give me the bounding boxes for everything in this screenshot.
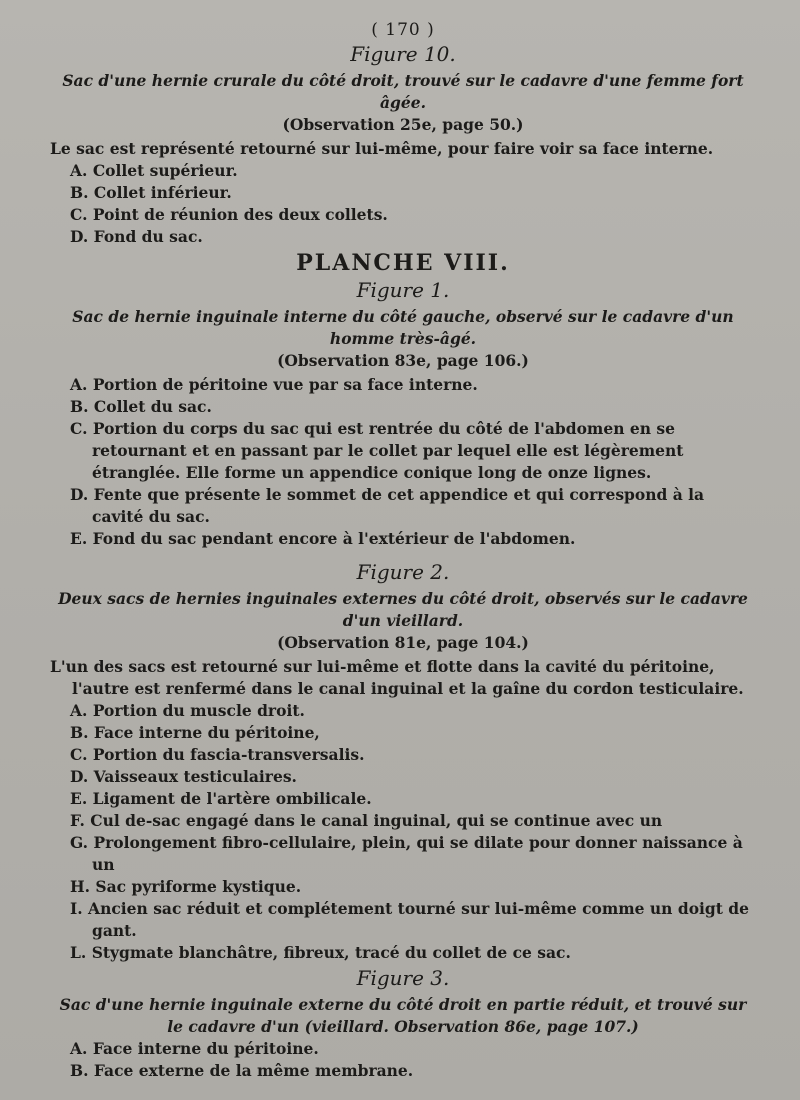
page-number: ( 170 ) (371, 20, 435, 40)
figure-caption: Sac d'une hernie crurale du côté droit, trouvé sur le cadavre d'une femme fort âgée. (62, 71, 744, 112)
legend-item: D. Fente que présente le sommet de cet appendice et qui correspond à la cavité du sac. (70, 485, 705, 526)
legend-item: B. Face externe de la même membrane. (70, 1061, 414, 1080)
section-figure-1 (50, 278, 756, 550)
legend-item: A. Portion de péritoine vue par sa face interne. (70, 375, 478, 394)
figure-heading: Figure 2. (356, 560, 450, 584)
legend-item: F. Cul de-sac engagé dans le canal inguinal, qui se continue avec un (70, 811, 663, 830)
legend-item: B. Collet inférieur. (70, 183, 232, 202)
legend-item: I. Ancien sac réduit et complétement tourné sur lui-même comme un doigt de gant. (70, 899, 750, 940)
legend-item: H. Sac pyriforme kystique. (70, 877, 302, 896)
legend-item: E. Ligament de l'artère ombilicale. (70, 789, 372, 808)
observation-reference: (Observation 25e, page 50.) (282, 115, 524, 134)
figure-heading: Figure 3. (356, 966, 450, 990)
intro-paragraph: L'un des sacs est retourné sur lui-même et flotte dans la cavité du péritoine, l'autre est renfermé dans le canal inguinal et la gaîne du cordon testiculaire. (50, 657, 744, 698)
figure-heading: Figure 1. (356, 278, 450, 302)
legend-item: D. Vaisseaux testiculaires. (70, 767, 297, 786)
section-figure-10 (50, 42, 756, 248)
figure-caption: Sac de hernie inguinale interne du côté gauche, observé sur le cadavre d'un homme très-âgé. (72, 307, 734, 348)
figure-caption: Sac d'une hernie inguinale externe du côté droit en partie réduit, et trouvé sur le cadavre d'un (vieillard. Observation 86e, page 107.) (59, 995, 747, 1036)
legend-item: C. Point de réunion des deux collets. (70, 205, 388, 224)
observation-reference: (Observation 81e, page 104.) (277, 633, 529, 652)
intro-paragraph: Le sac est représenté retourné sur lui-même, pour faire voir sa face interne. (50, 139, 714, 158)
section-figure-2 (50, 560, 756, 964)
legend-item: A. Portion du muscle droit. (70, 701, 305, 720)
legend-item: D. Fond du sac. (70, 227, 203, 246)
legend-item: B. Collet du sac. (70, 397, 212, 416)
legend-item: C. Portion du corps du sac qui est rentrée du côté de l'abdomen en se retournant et en passant par le collet par lequel elle est légèrement étranglée. Elle forme un appendice conique long de onze lignes. (70, 419, 684, 482)
legend-item: G. Prolongement fibro-cellulaire, plein, qui se dilate pour donner naissance à un (70, 833, 743, 874)
legend-item: C. Portion du fascia-transversalis. (70, 745, 365, 764)
figure-heading: Figure 10. (350, 42, 456, 66)
legend-item: E. Fond du sac pendant encore à l'extérieur de l'abdomen. (70, 529, 576, 548)
plate-title: PLANCHE VIII. (296, 250, 510, 276)
legend-item: A. Collet supérieur. (70, 161, 238, 180)
figure-caption: Deux sacs de hernies inguinales externes du côté droit, observés sur le cadavre d'un vieillard. (58, 589, 748, 630)
legend-item: L. Stygmate blanchâtre, fibreux, tracé du collet de ce sac. (70, 943, 571, 962)
legend-item: A. Face interne du péritoine. (70, 1039, 319, 1058)
legend-item: B. Face interne du péritoine, (70, 723, 320, 742)
section-figure-3 (50, 966, 756, 1082)
observation-reference: (Observation 83e, page 106.) (277, 351, 529, 370)
